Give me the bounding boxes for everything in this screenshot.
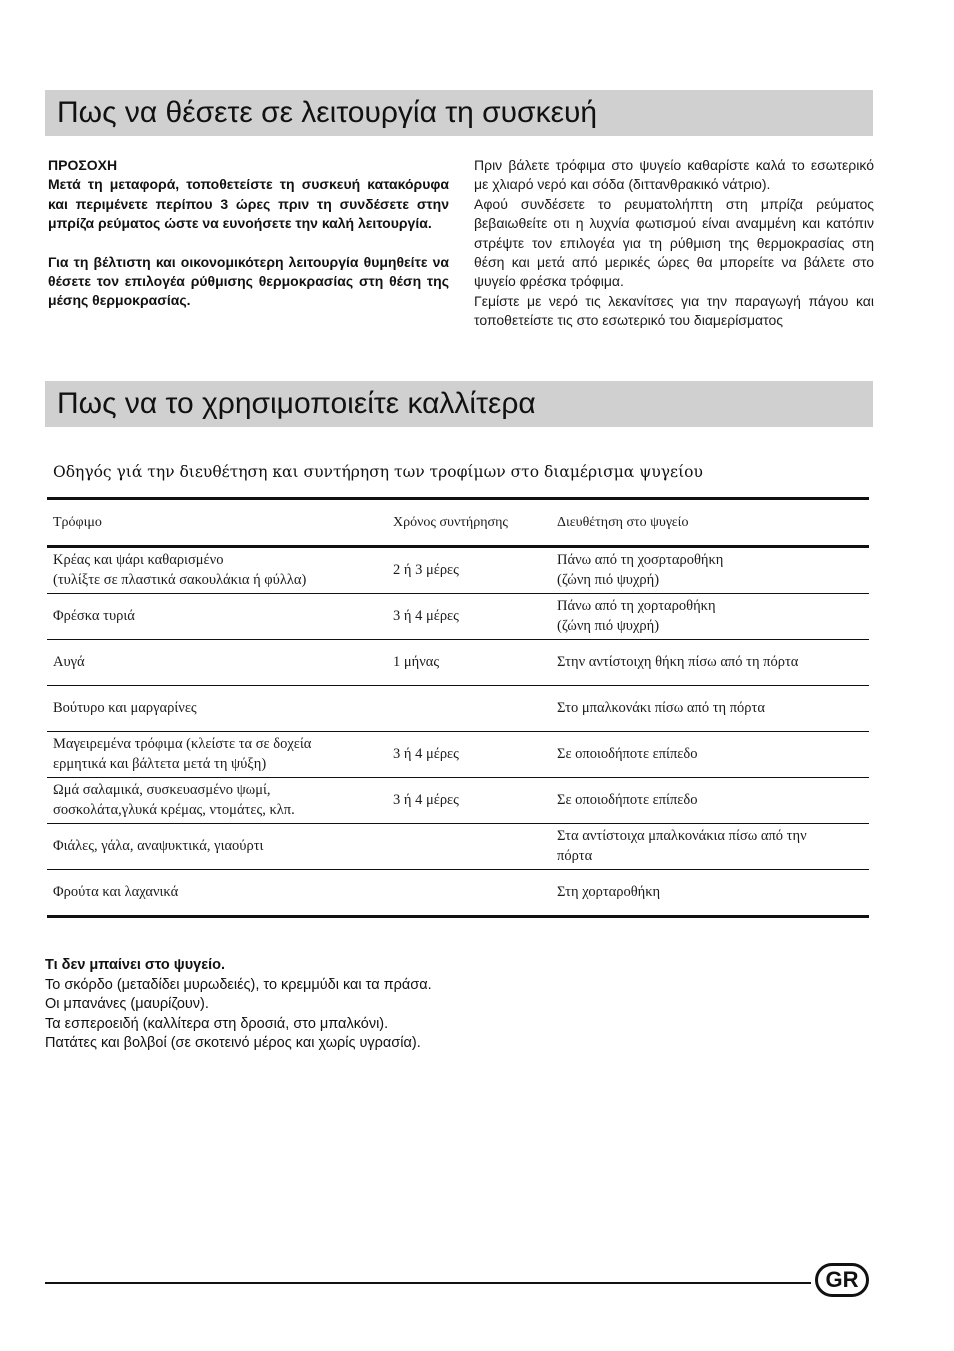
header-placement: Διευθέτηση στο ψυγείο (551, 499, 869, 547)
table-row (47, 640, 869, 686)
placement-cell-line: Σε οποιοδήποτε επίπεδο (557, 745, 698, 762)
warning-title: ΠΡΟΣΟΧΗ (48, 157, 118, 173)
table-row (47, 732, 869, 778)
placement-cell (551, 594, 869, 640)
header-food: Τρόφιμο (47, 499, 387, 547)
placement-cell-line: Πάνω από τη χορταροθήκη (557, 598, 716, 614)
placement-cell-line: (ζώνη πιό ψυχρή) (557, 571, 660, 588)
time-cell-line: 3 ή 4 μέρες (393, 607, 459, 624)
tip-text: Για τη βέλτιστη και οικονομικότερη λειτουργία θυμηθείτε να θέσετε τον επιλογέα ρύθμισης θερμοκρασίας στη θέση της μέσης θερμοκρασίας. (48, 253, 449, 309)
food-cell (47, 824, 387, 870)
time-cell (387, 824, 551, 870)
placement-cell-line: Σε οποιοδήποτε επίπεδο (557, 791, 698, 808)
placement-cell (551, 870, 869, 917)
instructions-column (474, 156, 874, 331)
time-cell (387, 594, 551, 640)
table-row (47, 824, 869, 870)
food-cell-line: Ωμά σαλαμικά, συσκευασμένο ψωμί, (53, 782, 271, 798)
food-cell-line: Μαγειρεμένα τρόφιμα (κλείστε τα σε δοχεία (53, 736, 312, 752)
section-heading-start-up: Πως να θέσετε σε λειτουργία τη συσκευή (45, 90, 873, 136)
placement-cell (551, 824, 869, 870)
language-badge: GR (815, 1263, 869, 1297)
placement-cell-line: πόρτα (557, 847, 593, 864)
note-line: Οι μπανάνες (μαυρίζουν). (45, 996, 209, 1013)
time-cell (387, 640, 551, 686)
footer-divider (45, 1282, 811, 1284)
warning-column (48, 156, 449, 311)
food-cell (47, 640, 387, 686)
food-cell (47, 594, 387, 640)
table-row (47, 870, 869, 917)
food-cell (47, 870, 387, 917)
table-row (47, 686, 869, 732)
food-cell-line: Κρέας και ψάρι καθαρισμένο (53, 552, 224, 568)
note-line: Πατάτες και βολβοί (σε σκοτεινό μέρος και χωρίς υγρασία). (45, 1035, 421, 1052)
placement-cell-line: Πάνω από τη χοσρταροθήκη (557, 552, 724, 568)
section-heading-best-use: Πως να το χρησιμοποιείτε καλλίτερα (45, 381, 873, 427)
placement-cell-line: Στη χορταροθήκη (557, 883, 661, 900)
food-cell-line: Φρέσκα τυριά (53, 607, 135, 624)
time-cell (387, 732, 551, 778)
placement-cell (551, 686, 869, 732)
placement-cell (551, 732, 869, 778)
placement-cell-line: Στα αντίστοιχα μπαλκονάκια πίσω από την (557, 828, 807, 844)
storage-guide-title: Οδηγός γιά την διευθέτηση και συντήρηση των τροφίμων στο διαμέρισμα ψυγείου (53, 463, 703, 481)
food-cell-line: (τυλίξτε σε πλαστικά σακουλάκια ή φύλλα) (53, 571, 307, 588)
time-cell (387, 870, 551, 917)
not-in-fridge-notes (45, 956, 645, 1054)
placement-cell-line: (ζώνη πιό ψυχρή) (557, 617, 660, 634)
header-time: Χρόνος συντήρησης (387, 499, 551, 547)
food-cell-line: σοσκολάτα,γλυκά κρέμας, ντομάτες, κλπ. (53, 801, 295, 818)
time-cell-line: 2 ή 3 μέρες (393, 561, 459, 578)
ice-tray-paragraph: Γεμίστε με νερό τις λεκανίτσες για την παραγωγή πάγου και τοποθετείστε τις στο εσωτερικό του διαμερίσματος (474, 292, 874, 329)
food-cell (47, 547, 387, 594)
placement-cell-line: Στην αντίστοιχη θήκη πίσω από τη πόρτα (557, 653, 799, 670)
food-cell-line: ερμητικά και βάλτετα μετά τη ψύξη) (53, 755, 267, 772)
time-cell (387, 547, 551, 594)
time-cell (387, 686, 551, 732)
storage-table-wrapper (47, 497, 869, 918)
food-cell (47, 686, 387, 732)
thermostat-paragraph: Αφού συνδέσετε το ρευματολήπτη στη μπρίζα ρεύματος βεβαιωθείτε οτι η λυχνία φωτισμού είναι αναμμένη και κατόπιν στρέψτε τον επιλογέα για τη ρύθμιση της θερμοκρασίας στη θέση και μετά από μερικές ώρες θα μπορείτε να βάλετε στο ψυγείο φρέσκα τρόφιμα. (474, 195, 874, 290)
food-cell-line: Βούτυρο και μαργαρίνες (53, 699, 197, 716)
food-cell-line: Φιάλες, γάλα, αναψυκτικά, γιαούρτι (53, 837, 264, 854)
food-cell-line: Αυγά (53, 653, 85, 670)
note-line: Το σκόρδο (μεταδίδει μυρωδειές), το κρεμμύδι και τα πράσα. (45, 976, 432, 993)
time-cell-line: 1 μήνας (393, 653, 440, 670)
placement-cell-line: Στο μπαλκονάκι πίσω από τη πόρτα (557, 699, 765, 716)
storage-table (47, 497, 869, 918)
time-cell-line: 3 ή 4 μέρες (393, 791, 459, 808)
notes-title: Τι δεν μπαίνει στο ψυγείο. (45, 957, 226, 973)
table-row (47, 778, 869, 824)
note-line: Τα εσπεροειδή (καλλίτερα στη δροσιά, στο μπαλκόνι). (45, 1015, 389, 1032)
placement-cell (551, 778, 869, 824)
time-cell-line: 3 ή 4 μέρες (393, 745, 459, 762)
placement-cell (551, 547, 869, 594)
food-cell (47, 732, 387, 778)
table-header-row (47, 499, 869, 547)
food-cell-line: Φρούτα και λαχανικά (53, 883, 179, 900)
time-cell (387, 778, 551, 824)
food-cell (47, 778, 387, 824)
warning-text: Μετά τη μεταφορά, τοποθετείστε τη συσκευή κατακόρυφα και περιμένετε περίπου 3 ώρες πριν τη συνδέσετε στην μπρίζα ρεύματος ώστε να ευνοήσετε την καλή λειτουργία. (48, 176, 449, 232)
cleaning-paragraph: Πριν βάλετε τρόφιμα στο ψυγείο καθαρίστε καλά το εσωτερικό με χλιαρό νερό και σόδα (διττανθρακικό νάτριο). (474, 157, 874, 193)
table-row (47, 594, 869, 640)
table-row (47, 547, 869, 594)
placement-cell (551, 640, 869, 686)
